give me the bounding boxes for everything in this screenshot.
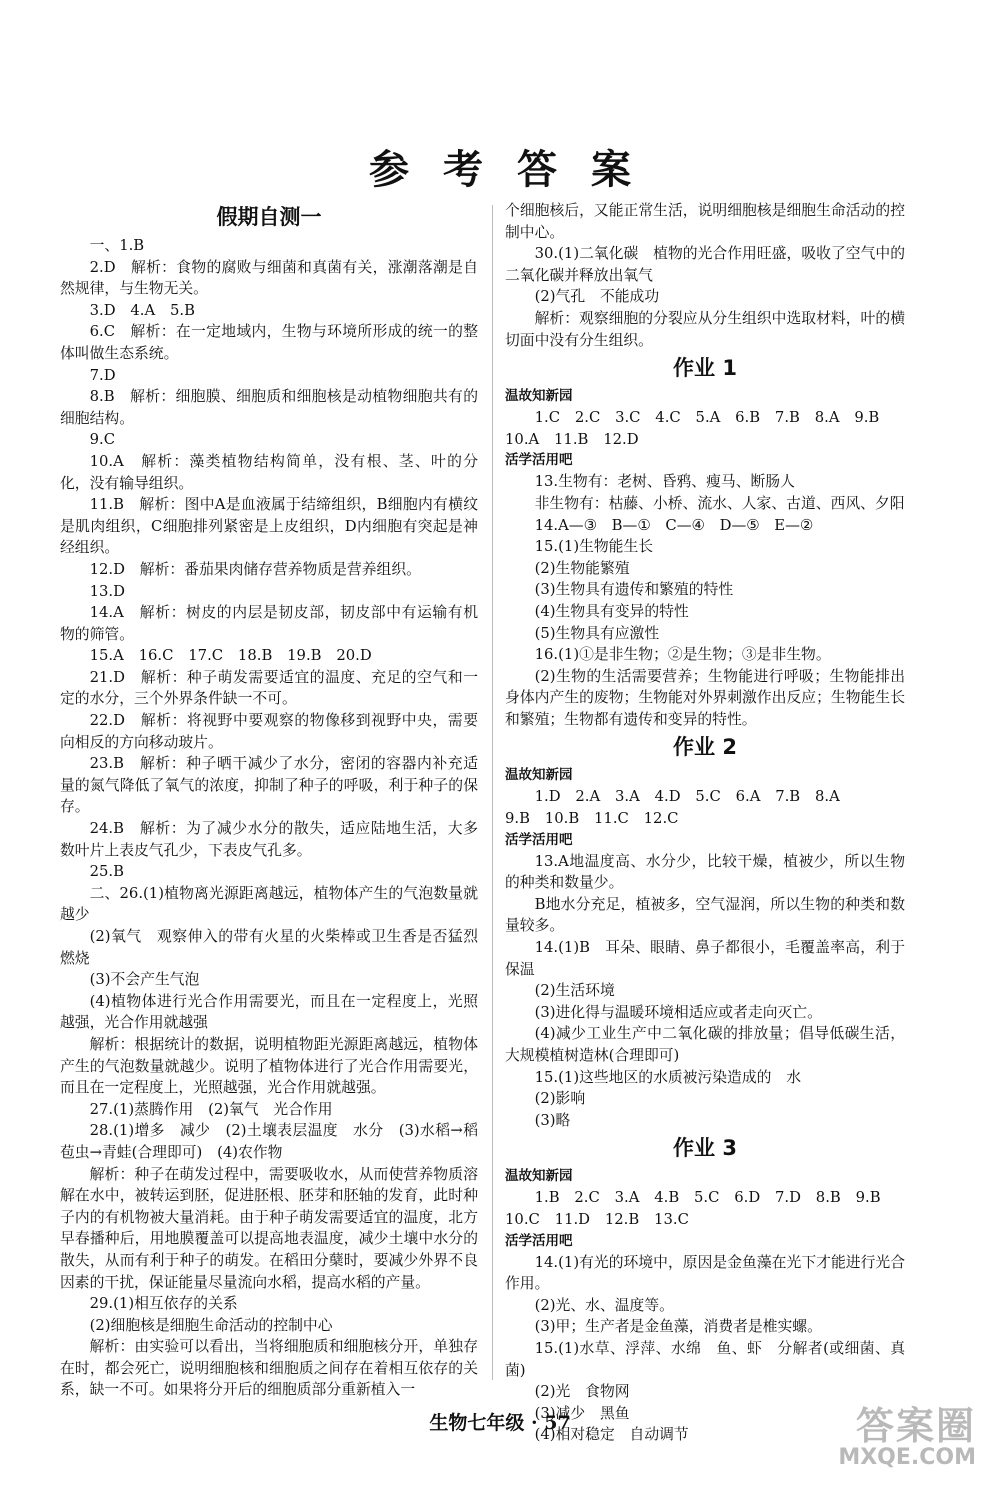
subsection-heading: 温故知新园 bbox=[505, 767, 573, 784]
answer-line: 15.A 16.C 17.C 18.B 19.B 20.D bbox=[89, 647, 372, 665]
answer-line: 13.D bbox=[89, 582, 125, 600]
section-title: 作业 1 bbox=[673, 356, 737, 381]
answer-line: B地水分充足，植被多，空气湿润，所以生物的种类和数量较多。 bbox=[505, 895, 905, 935]
answer-line: (3)生物具有遗传和繁殖的特性 bbox=[534, 581, 734, 599]
subsection-heading: 温故知新园 bbox=[505, 388, 573, 405]
answer-line: 解析：种子在萌发过程中，需要吸收水，从而使营养物质溶解在水中，被转运到胚，促进胚根、胚芽和胚轴的发育，此时种子内的有机物被大量消耗。由于种子萌发需要适宜的温度，北方早春播种后，用地膜覆盖可以提高地表温度，减少土壤中水分的散失，从而有利于种子的萌发。在稻田分蘖时，要减少外界不良因素的干扰，保证能量尽量流向水稻，提高水稻的产量。 bbox=[60, 1165, 478, 1291]
answer-line: 1.C 2.C 3.C 4.C 5.A 6.B 7.B 8.A 9.B bbox=[534, 409, 880, 427]
answer-line: 11.B 解析：图中A是血液属于结缔组织，B细胞内有横纹是肌肉组织，C细胞排列紧密是上皮组织，D内细胞有突起是神经组织。 bbox=[60, 496, 478, 557]
page-title: 参考答案 bbox=[369, 147, 665, 193]
answer-line: (2)光 食物网 bbox=[534, 1383, 630, 1401]
watermark-url: MXQE.COM bbox=[838, 1445, 976, 1470]
answer-line: (4)生物具有变异的特性 bbox=[534, 602, 689, 620]
answer-line: (2)气孔 不能成功 bbox=[534, 288, 660, 306]
answer-line: 12.D 解析：番茄果肉储存营养物质是营养组织。 bbox=[89, 560, 421, 578]
answer-line: (2)生物能繁殖 bbox=[534, 559, 630, 577]
page-footer: 生物七年级 · 57 bbox=[429, 1412, 571, 1434]
answer-line: (4)减少工业生产中二氧化碳的排放量；倡导低碳生活，大规模植树造林(合理即可) bbox=[505, 1025, 905, 1064]
subsection-heading: 活学活用吧 bbox=[505, 831, 573, 848]
answer-line: (3)不会产生气泡 bbox=[89, 971, 200, 989]
answer-line: 28.(1)增多 减少 (2)土壤表层温度 水分 (3)水稻→稻苞虫→青蛙(合理即可) (4)农作物 bbox=[60, 1122, 478, 1161]
answer-line: 1.D 2.A 3.A 4.D 5.C 6.A 7.B 8.A bbox=[534, 788, 840, 806]
answer-line: 21.D 解析：种子萌发需要适宜的温度、充足的空气和一定的水分，三个外界条件缺一不可。 bbox=[60, 668, 478, 708]
answer-line: 二、26.(1)植物离光源距离越远，植物体产生的气泡数量就越少 bbox=[60, 884, 478, 924]
answer-line: (2)生活环境 bbox=[534, 982, 615, 1000]
answer-line: 15.(1)这些地区的水质被污染造成的 水 bbox=[534, 1068, 802, 1086]
right-column bbox=[505, 200, 905, 1446]
right-continued-answers bbox=[505, 200, 905, 351]
answer-line: 14.A—③ B—① C—④ D—⑤ E—② bbox=[534, 516, 814, 534]
answer-line: 13.生物有：老树、昏鸦、瘦马、断肠人 bbox=[534, 473, 795, 491]
answer-line: (2)光、水、温度等。 bbox=[534, 1296, 674, 1314]
section-title: 假期自测一 bbox=[216, 205, 322, 229]
answer-line: 10.A 解析：藻类植物结构简单，没有根、茎、叶的分化，没有输导组织。 bbox=[60, 452, 478, 492]
answer-line: (4)相对稳定 自动调节 bbox=[534, 1426, 689, 1444]
left-answer-list bbox=[60, 235, 478, 1401]
answer-line: (3)甲；生产者是金鱼藻，消费者是椎实螺。 bbox=[534, 1318, 822, 1336]
answer-line: 7.D bbox=[89, 366, 116, 384]
answer-line: 30.(1)二氧化碳 植物的光合作用旺盛，吸收了空气中的二氧化碳并释放出氧气 bbox=[505, 245, 905, 284]
answer-line: 1.B 2.C 3.A 4.B 5.C 6.D 7.D 8.B 9.B bbox=[534, 1189, 881, 1207]
subsection-heading: 温故知新园 bbox=[505, 1168, 573, 1185]
answer-line: (3)略 bbox=[534, 1111, 571, 1129]
answer-line: 9.B 10.B 11.C 12.C bbox=[505, 810, 679, 828]
answer-line: 15.(1)水草、浮萍、水绵 鱼、虾 分解者(或细菌、真菌) bbox=[505, 1339, 905, 1379]
subsection-heading: 活学活用吧 bbox=[505, 1232, 573, 1249]
answer-line: 16.(1)①是非生物；②是生物；③是非生物。 bbox=[534, 646, 831, 664]
answer-line: 22.D 解析：将视野中要观察的物像移到视野中央，需要向相反的方向移动玻片。 bbox=[60, 712, 478, 751]
watermark-logo bbox=[838, 1406, 976, 1470]
answer-line: 非生物有：枯藤、小桥、流水、人家、古道、西风、夕阳 bbox=[534, 494, 905, 512]
answer-line: 9.C bbox=[89, 431, 116, 449]
answer-line: 解析：观察细胞的分裂应从分生组织中选取材料，叶的横切面中没有分生组织。 bbox=[505, 309, 905, 349]
answer-line: 10.C 11.D 12.B 13.C bbox=[505, 1210, 689, 1228]
answer-line: 29.(1)相互依存的关系 bbox=[89, 1295, 238, 1313]
section-title: 作业 2 bbox=[673, 735, 737, 760]
answer-line: 14.(1)有光的环境中，原因是金鱼藻在光下才能进行光合作用。 bbox=[505, 1253, 905, 1293]
watermark-logo-text: 答案圈 bbox=[855, 1404, 976, 1448]
right-sections bbox=[505, 353, 905, 1446]
answer-line: (2)细胞核是细胞生命活动的控制中心 bbox=[89, 1316, 333, 1334]
answer-line: (2)生物的生活需要营养；生物能进行呼吸；生物能排出身体内产生的废物；生物能对外界刺激作出反应；生物能生长和繁殖；生物都有遗传和变异的特性。 bbox=[505, 667, 905, 728]
answer-line: 解析：由实验可以看出，当将细胞质和细胞核分开，单独存在时，都会死亡，说明细胞核和细胞质之间存在着相互依存的关系，缺一不可。如果将分开后的细胞质部分重新植入一 bbox=[60, 1338, 478, 1399]
answer-line: 15.(1)生物能生长 bbox=[534, 538, 654, 556]
section-title: 作业 3 bbox=[673, 1136, 737, 1161]
answer-line: (2)影响 bbox=[534, 1090, 586, 1108]
answer-line: 6.C 解析：在一定地域内，生物与环境所形成的统一的整体叫做生态系统。 bbox=[60, 323, 478, 362]
answer-line: 2.D 解析：食物的腐败与细菌和真菌有关，涨潮落潮是自然规律，与生物无关。 bbox=[60, 258, 478, 298]
answer-line: 27.(1)蒸腾作用 (2)氧气 光合作用 bbox=[89, 1100, 333, 1118]
answer-line: 14.(1)B 耳朵、眼睛、鼻子都很小，毛覆盖率高，利于保温 bbox=[505, 939, 905, 978]
left-column bbox=[60, 200, 478, 1401]
answer-line: 14.A 解析：树皮的内层是韧皮部，韧皮部中有运输有机物的筛管。 bbox=[60, 604, 478, 643]
subsection-heading: 活学活用吧 bbox=[505, 452, 573, 469]
answer-line: (3)减少 黑鱼 bbox=[534, 1404, 630, 1422]
answer-line: (3)进化得与温暖环境相适应或者走向灭亡。 bbox=[534, 1003, 822, 1021]
answer-line: 13.A地温度高、水分少，比较干燥，植被少，所以生物的种类和数量少。 bbox=[505, 852, 905, 892]
answer-line: 一、1.B bbox=[89, 237, 145, 254]
answer-line: 8.B 解析：细胞膜、细胞质和细胞核是动植物细胞共有的细胞结构。 bbox=[60, 388, 478, 427]
answer-line: (5)生物具有应激性 bbox=[534, 624, 660, 642]
answer-line: 10.A 11.B 12.D bbox=[505, 430, 639, 448]
answer-line: (2)氧气 观察伸入的带有火星的火柴棒或卫生香是否猛烈燃烧 bbox=[60, 928, 478, 967]
answer-line: 解析：根据统计的数据，说明植物距光源距离越远，植物体产生的气泡数量就越少。说明了植物体进行了光合作用需要光，而且在一定程度上，光照越强，光合作用就越强。 bbox=[60, 1035, 478, 1097]
answer-line: 25.B bbox=[89, 863, 124, 881]
answer-line: 24.B 解析：为了减少水分的散失，适应陆地生活，大多数叶片上表皮气孔少，下表皮气孔多。 bbox=[60, 820, 478, 859]
answer-line: 3.D 4.A 5.B bbox=[89, 301, 195, 319]
answer-line: (4)植物体进行光合作用需要光，而且在一定程度上，光照越强，光合作用就越强 bbox=[60, 992, 478, 1032]
answer-line: 个细胞核后，又能正常生活，说明细胞核是细胞生命活动的控制中心。 bbox=[505, 202, 905, 241]
answer-line: 23.B 解析：种子晒干减少了水分，密闭的容器内补充适量的氮气降低了氧气的浓度，抑制了种子的呼吸，利于种子的保存。 bbox=[60, 755, 478, 816]
column-divider bbox=[492, 205, 493, 1380]
